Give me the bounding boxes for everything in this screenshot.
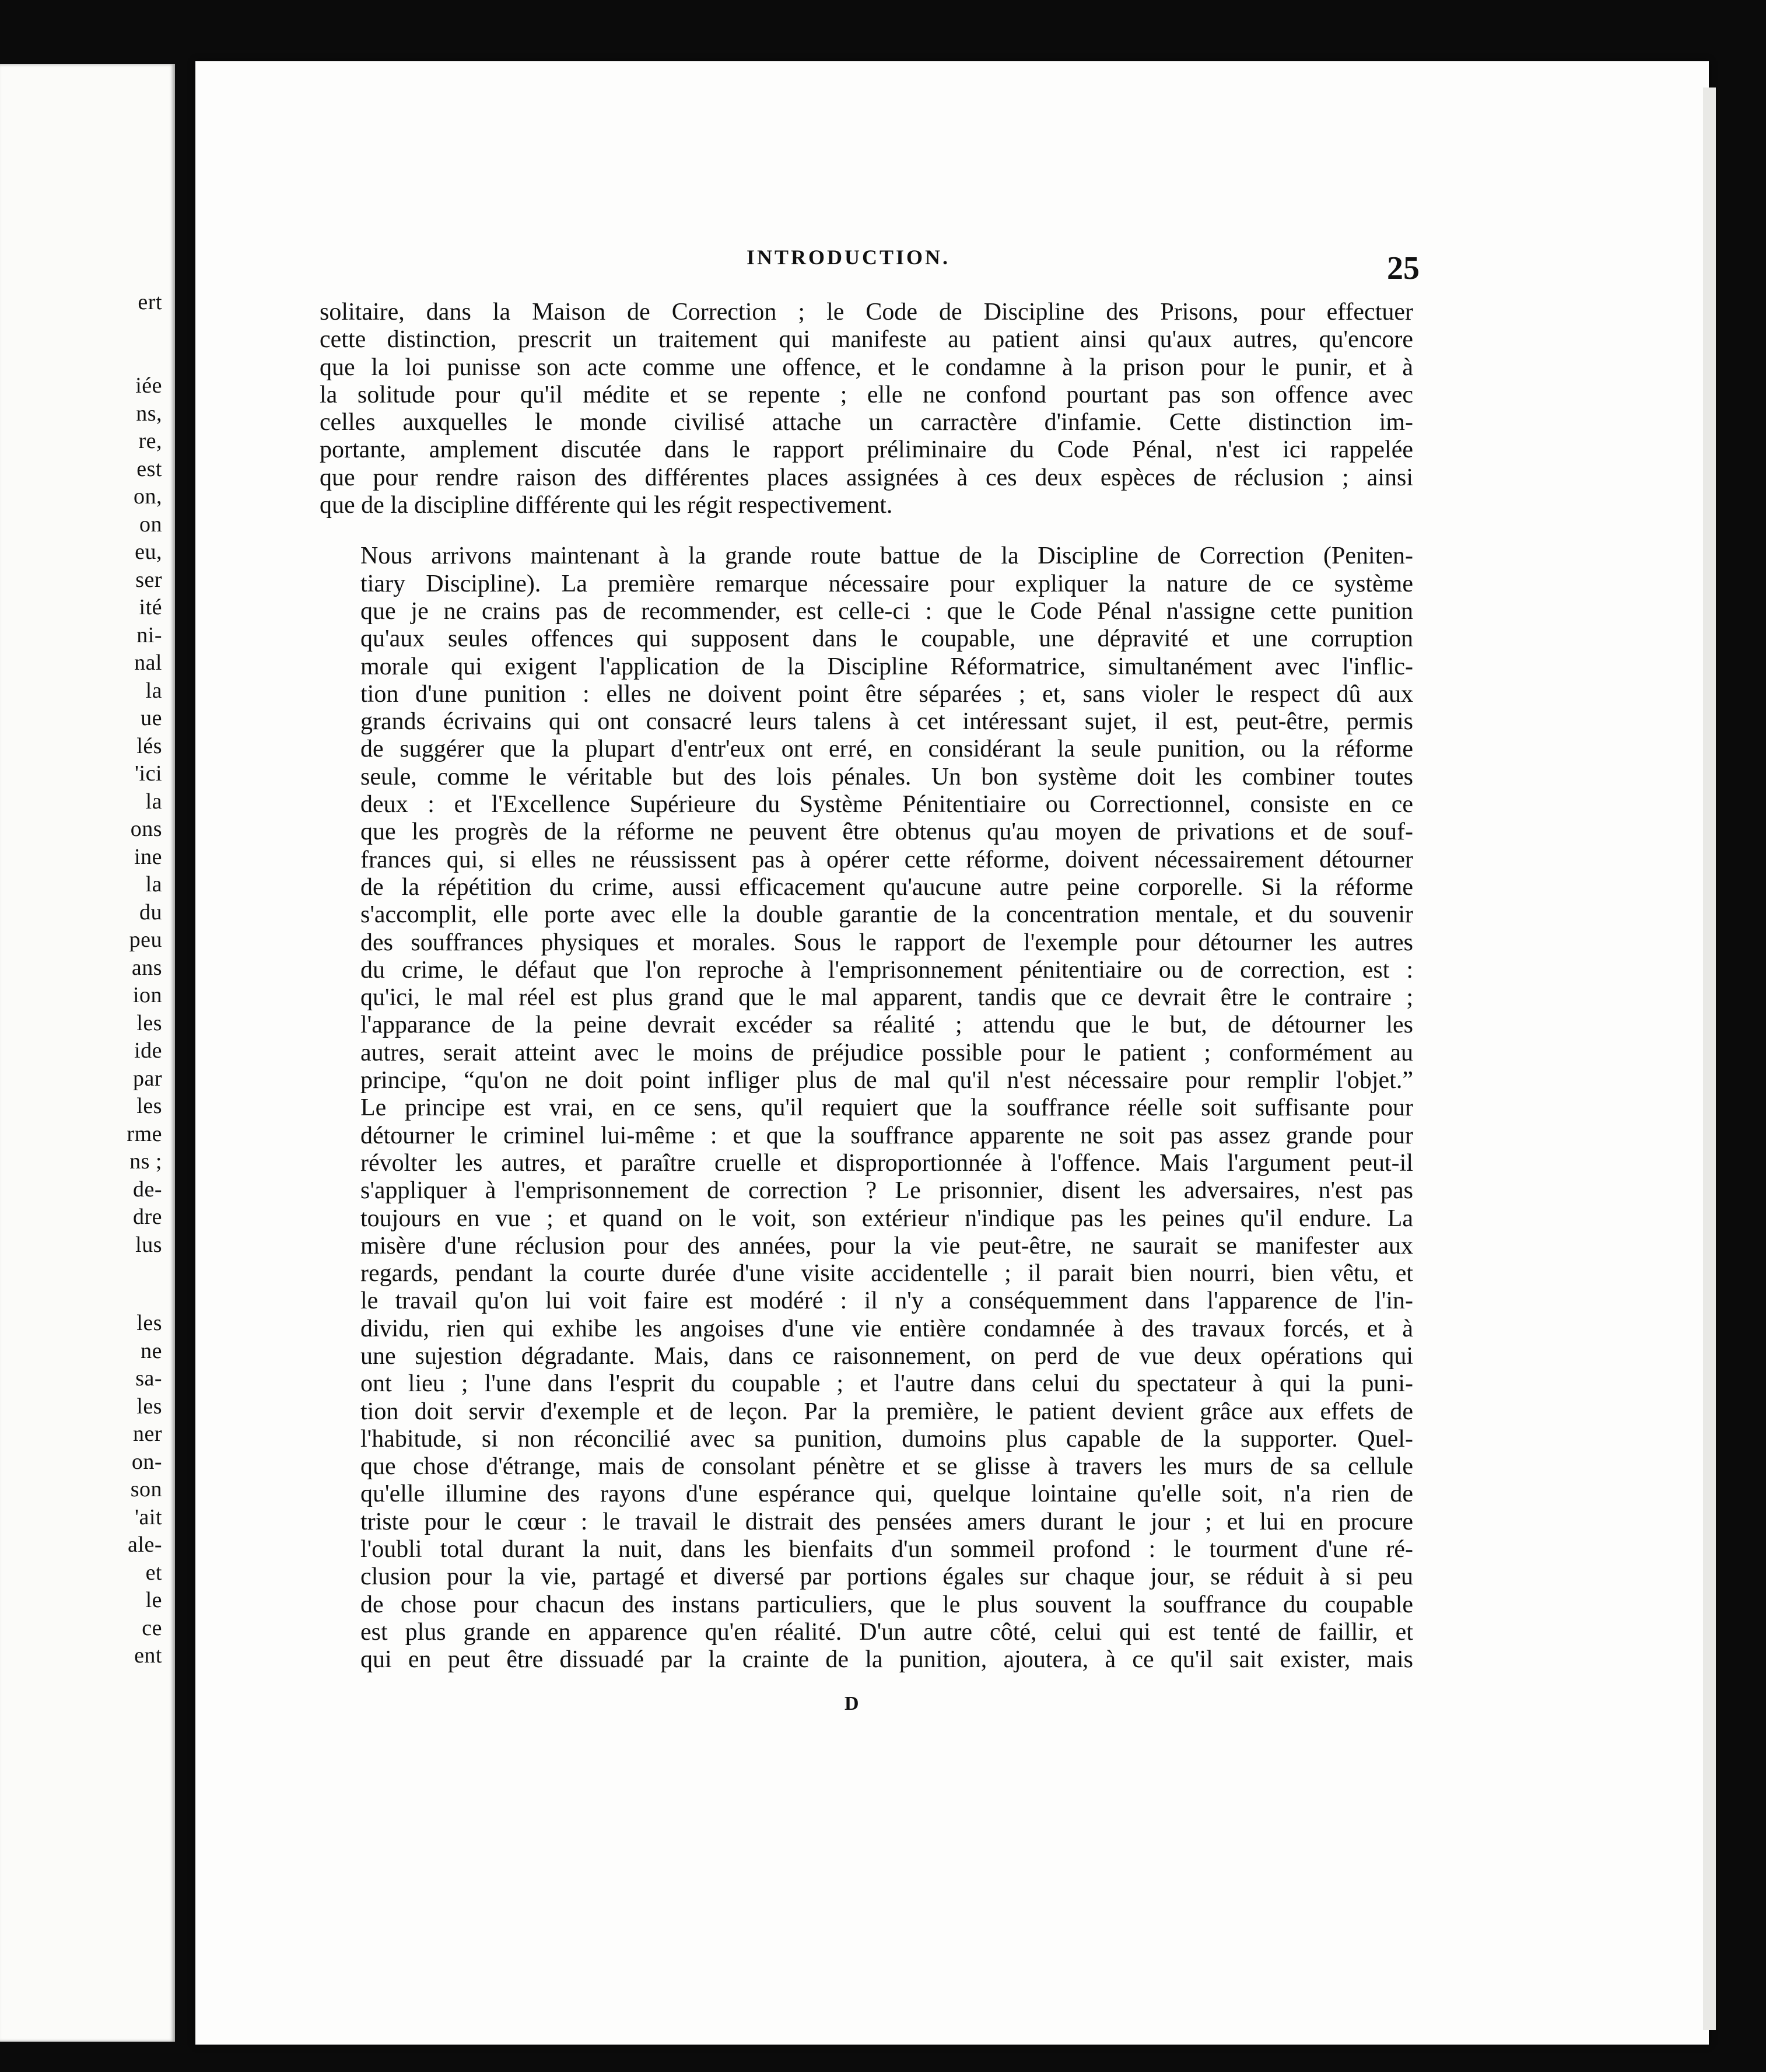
- margin-fragment-block-2: [127, 372, 162, 1259]
- text-line: qu'elle illumine des rayons d'une espérance qui, quelque lointaine qu'elle soit, n'a rien de: [360, 1480, 1413, 1508]
- text-line: misère d'une réclusion pour des années, pour la vie peut-être, ne saurait se manifester aux: [360, 1232, 1413, 1259]
- text-line: que la loi punisse son acte comme une offence, et le condamne à la prison pour le punir, et à: [320, 354, 1413, 381]
- text-line: principe, “qu'on ne doit point infliger plus de mal qu'il n'est nécessaire pour remplir l'objet.”: [360, 1067, 1413, 1094]
- margin-fragment-line: du: [139, 900, 162, 925]
- paragraph: [320, 542, 1413, 1674]
- margin-fragment-line: ide: [134, 1038, 162, 1063]
- text-line: détourner le criminel lui-même : et que la souffrance apparente ne soit pas assez grande pour: [360, 1122, 1413, 1149]
- margin-fragment-line: la: [145, 789, 162, 814]
- margin-fragment-line: peu: [129, 928, 162, 952]
- text-line: que je ne crains pas de recommender, est celle-ci : que le Code Pénal n'assigne cette punition: [360, 597, 1413, 625]
- text-line: Nous arrivons maintenant à la grande route battue de la Discipline de Correction (Peniten-: [360, 542, 1413, 570]
- margin-fragment-line: dre: [132, 1205, 162, 1229]
- paragraph: [320, 299, 1413, 519]
- margin-fragment-line: ine: [134, 844, 162, 869]
- margin-fragment-line: son: [130, 1477, 162, 1502]
- margin-fragment-line: rme: [127, 1121, 162, 1146]
- text-line: dividu, rien qui exhibe les angoises d'une vie entière condamnée à des travaux forcés, et à: [360, 1315, 1413, 1342]
- margin-fragment-line: ons: [130, 817, 162, 841]
- page-number: 25: [1387, 250, 1420, 286]
- text-line: morale qui exigent l'application de la Discipline Réformatrice, simultanément avec l'inflic-: [360, 653, 1413, 680]
- margin-fragment-line: re,: [138, 429, 162, 453]
- text-line: tion d'une punition : elles ne doivent point être séparées ; et, sans violer le respect dû aux: [360, 680, 1413, 708]
- margin-fragment-line: iée: [135, 373, 162, 398]
- margin-fragment-line: la: [145, 872, 162, 897]
- margin-fragment-line: les: [136, 1311, 162, 1335]
- margin-fragment-line: on,: [134, 484, 162, 509]
- signature-mark: D: [845, 1693, 860, 1714]
- margin-fragment-line: les: [136, 1394, 162, 1419]
- text-line: s'accomplit, elle porte avec elle la double garantie de la concentration mentale, et du souvenir: [360, 901, 1413, 929]
- text-line: regards, pendant la courte durée d'une visite accidentelle ; il parait bien nourri, bien vêtu, et: [360, 1260, 1413, 1287]
- text-line: du crime, le défaut que l'on reproche à l'emprisonnement pénitentiaire ou de correction, est :: [360, 956, 1413, 984]
- previous-page-margin: [0, 64, 175, 2042]
- text-line: ont lieu ; l'une dans l'esprit du coupable ; et l'autre dans celui du spectateur à qui la puni-: [360, 1370, 1413, 1398]
- text-line: qu'ici, le mal réel est plus grand que le mal apparent, tandis que ce devrait être le contraire ;: [360, 984, 1413, 1012]
- margin-fragment-block-1: [138, 289, 162, 317]
- margin-fragment-line: lus: [135, 1232, 162, 1257]
- text-line: cette distinction, prescrit un traitement qui manifeste au patient ainsi qu'aux autres, qu'encore: [320, 326, 1413, 354]
- margin-fragment-line: ner: [132, 1422, 162, 1446]
- text-line: de la répétition du crime, aussi efficacement qu'aucune autre peine corporelle. Si la réforme: [360, 873, 1413, 901]
- margin-fragment-line: le: [145, 1588, 162, 1612]
- text-line: le travail qu'on lui voit faire est modéré : il n'y a conséquemment dans l'apparence de l'in-: [360, 1287, 1413, 1315]
- margin-fragment-line: ns,: [136, 401, 162, 426]
- text-line: de chose pour chacun des instans particuliers, que le plus souvent la souffrance du coupable: [360, 1591, 1413, 1618]
- text-line: l'habitude, si non réconcilié avec sa punition, dumoins plus capable de la supporter. Quel-: [360, 1425, 1413, 1452]
- text-line: que pour rendre raison des différentes places assignées à ces deux espèces de réclusion ; ainsi: [320, 464, 1413, 491]
- text-line: qu'aux seules offences qui supposent dans le coupable, une dépravité et une corruption: [360, 625, 1413, 653]
- margin-fragment-line: ue: [141, 706, 162, 730]
- text-line: est plus grande en apparence qu'en réalité. D'un autre côté, celui qui est tenté de faillir, et: [360, 1618, 1413, 1646]
- page-edge-shadow: [1703, 88, 1716, 2030]
- margin-fragment-block-3: [128, 1310, 162, 1670]
- margin-fragment-line: on-: [131, 1449, 162, 1474]
- margin-fragment-line: 'ici: [135, 761, 162, 786]
- text-line: que chose d'étrange, mais de consolant pénètre et se glisse à travers les murs de sa cellule: [360, 1453, 1413, 1480]
- text-line: que de la discipline différente qui les régit respectivement.: [320, 492, 893, 519]
- text-line: seule, comme le véritable but des lois pénales. Un bon système doit les combiner toutes: [360, 763, 1413, 790]
- text-line: triste pour le cœur : le travail le distrait des pensées amers durant le jour ; et lui en procure: [360, 1508, 1413, 1535]
- margin-fragment-line: ne: [141, 1338, 162, 1363]
- text-line: s'appliquer à l'emprisonnement de correction ? Le prisonnier, disent les adversaires, n'est pas: [360, 1177, 1413, 1205]
- text-line: solitaire, dans la Maison de Correction ; le Code de Discipline des Prisons, pour effectuer: [320, 299, 1413, 326]
- text-line: autres, serait atteint avec le moins de préjudice possible pour le patient ; conformément au: [360, 1039, 1413, 1066]
- text-line: tion doit servir d'exemple et de leçon. Par la première, le patient devient grâce aux effets de: [360, 1398, 1413, 1425]
- text-line: une sujestion dégradante. Mais, dans ce raisonnement, on perd de vue deux opérations qui: [360, 1342, 1413, 1370]
- text-line: la solitude pour qu'il médite et se repente ; elle ne confond pourtant pas son offence avec: [320, 381, 1413, 408]
- text-line: deux : et l'Excellence Supérieure du Système Pénitentiaire ou Correctionnel, consiste en ce: [360, 791, 1413, 818]
- text-line: grands écrivains qui ont consacré leurs talens à cet intéressant sujet, il est, peut-être, permis: [360, 708, 1413, 736]
- margin-fragment-line: ce: [142, 1615, 162, 1640]
- text-line: l'apparance de la peine devrait excéder sa réalité ; attendu que le but, de détourner les: [360, 1012, 1413, 1039]
- margin-fragment-line: les: [136, 1010, 162, 1035]
- margin-fragment-line: la: [145, 678, 162, 703]
- margin-fragment-line: eu,: [135, 540, 162, 564]
- body-text: [320, 299, 1413, 1674]
- margin-fragment-line: est: [136, 456, 162, 481]
- margin-fragment-line: lés: [136, 733, 162, 758]
- text-line: clusion pour la vie, partagé et diversé par portions égales sur chaque jour, se réduit à si peu: [360, 1563, 1413, 1591]
- margin-fragment-line: on: [139, 512, 162, 537]
- margin-fragment-line: sa-: [135, 1366, 162, 1391]
- margin-fragment-line: ser: [135, 567, 162, 592]
- text-line: que les progrès de la réforme ne peuvent être obtenus qu'au moyen de privations et de souf-: [360, 818, 1413, 846]
- text-line: tiary Discipline). La première remarque nécessaire pour expliquer la nature de ce système: [360, 570, 1413, 597]
- margin-fragment-line: ans: [131, 955, 162, 980]
- margin-fragment-line: ité: [139, 595, 162, 620]
- text-line: de suggérer que la plupart d'entr'eux ont erré, en considérant la seule punition, ou la réforme: [360, 736, 1413, 763]
- text-line: portante, amplement discutée dans le rapport préliminaire du Code Pénal, n'est ici rappelée: [320, 436, 1413, 464]
- text-line: toujours en vue ; et quand on le voit, son extérieur n'indique pas les peines qu'il endure. La: [360, 1205, 1413, 1232]
- text-line: qui en peut être dissuadé par la crainte de la punition, ajoutera, à ce qu'il sait exister, mais: [360, 1646, 1413, 1674]
- margin-fragment-line: et: [145, 1560, 162, 1585]
- text-line: Le principe est vrai, en ce sens, qu'il requiert que la souffrance réelle soit suffisante pour: [360, 1094, 1413, 1122]
- margin-fragment-line: de-: [132, 1177, 162, 1202]
- text-line: des souffrances physiques et morales. Sous le rapport de l'exemple pour détourner les autres: [360, 929, 1413, 956]
- margin-fragment-line: ni-: [136, 622, 162, 648]
- text-line: l'oubli total durant la nuit, dans les bienfaits d'un sommeil profond : le tourment d'une ré-: [360, 1536, 1413, 1563]
- text-line: frances qui, si elles ne réussissent pas à opérer cette réforme, doivent nécessairement détourner: [360, 846, 1413, 873]
- margin-fragment-line: ion: [132, 983, 162, 1007]
- margin-fragment-line: ert: [138, 290, 162, 314]
- text-line: révolter les autres, et paraître cruelle et disproportionnée à l'offence. Mais l'argument peut-il: [360, 1149, 1413, 1177]
- text-line: celles auxquelles le monde civilisé attache un carractère d'infamie. Cette distinction im-: [320, 409, 1413, 436]
- margin-fragment-line: par: [132, 1066, 162, 1091]
- margin-fragment-line: ale-: [128, 1532, 162, 1557]
- margin-fragment-line: nal: [134, 650, 162, 675]
- margin-fragment-line: 'ait: [135, 1504, 162, 1530]
- margin-fragment-line: ns ;: [129, 1149, 162, 1174]
- margin-fragment-line: ent: [134, 1643, 162, 1668]
- running-head: INTRODUCTION.: [747, 246, 951, 269]
- margin-fragment-line: les: [136, 1094, 162, 1118]
